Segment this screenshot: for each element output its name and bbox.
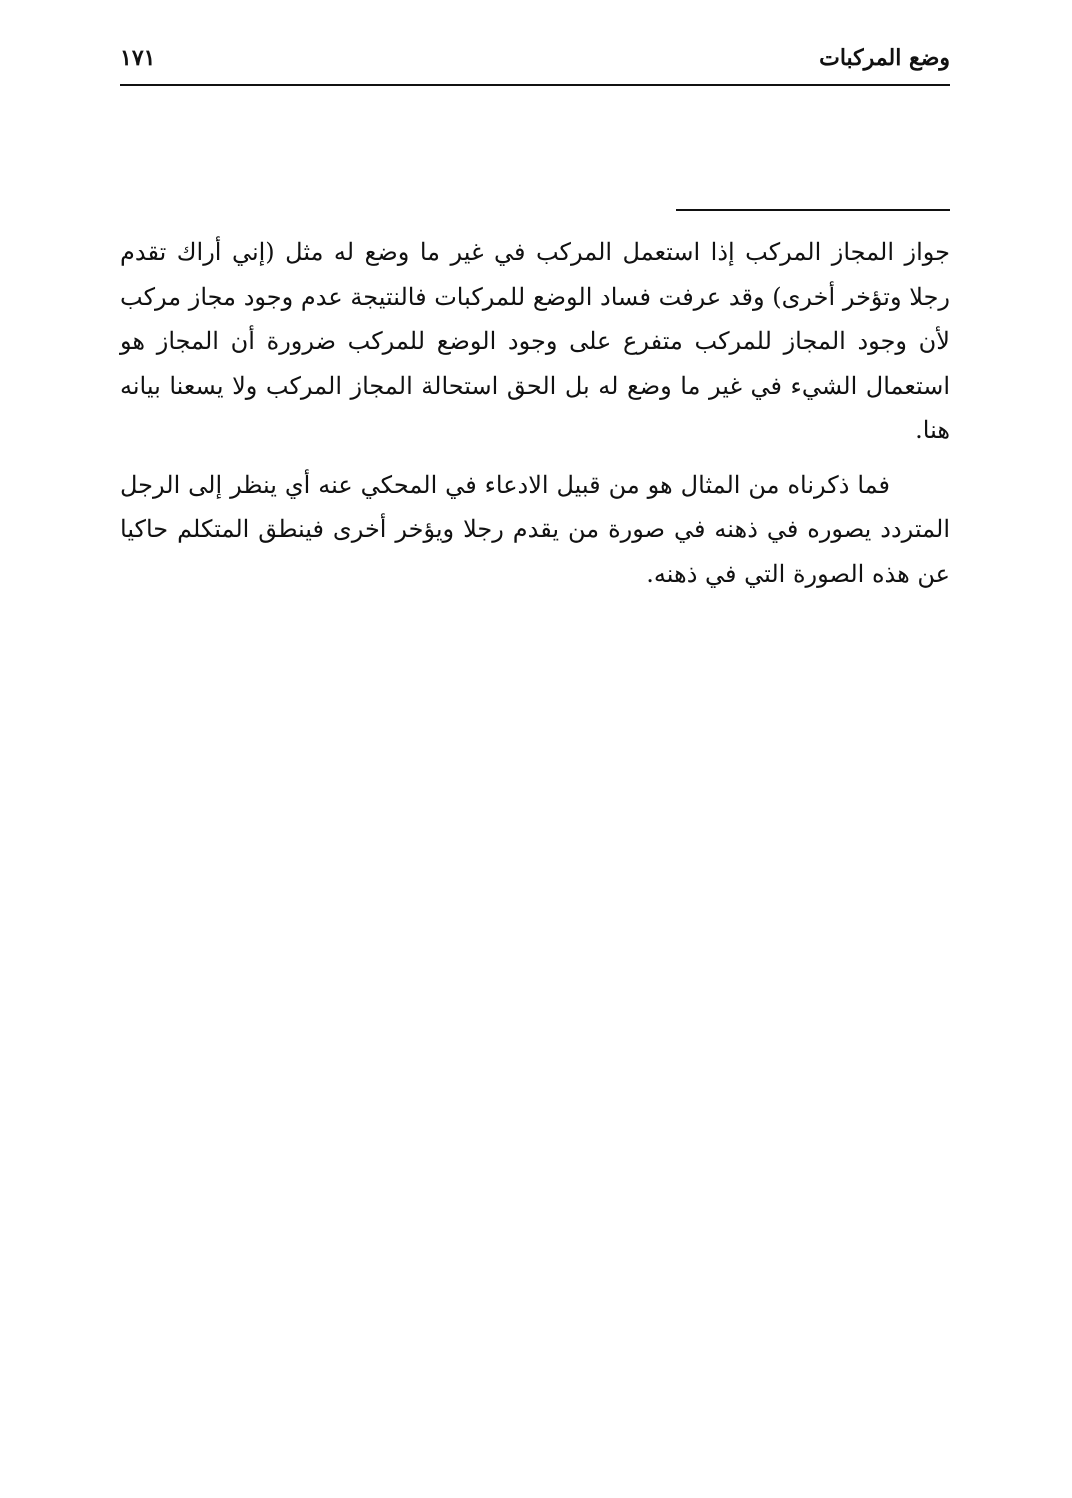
header-rule: [120, 84, 950, 86]
running-title: وضع المركبات: [819, 45, 950, 71]
page-number: ١٧١: [120, 45, 156, 71]
page-header: [120, 38, 950, 78]
footnote-rule: [676, 209, 950, 211]
paragraph-1: جواز المجاز المركب إذا استعمل المركب في غير ما وضع له مثل (إني أراك تقدم رجلا وتؤخر أخرى) وقد عرفت فساد الوضع للمركبات فالنتيجة عدم وجود مجاز مركب لأن وجود المجاز للمركب متفرع على وجود الوضع للمركب ضرورة أن المجاز هو استعمال الشيء في غير ما وضع له بل الحق استحالة المجاز المركب ولا يسعنا بيانه هنا.: [120, 238, 950, 444]
body-text: [120, 230, 950, 596]
paragraph-2: فما ذكرناه من المثال هو من قبيل الادعاء في المحكي عنه أي ينظر إلى الرجل المتردد يصوره في ذهنه في صورة من يقدم رجلا ويؤخر أخرى فينطق المتكلم حاكيا عن هذه الصورة التي في ذهنه.: [120, 470, 950, 588]
